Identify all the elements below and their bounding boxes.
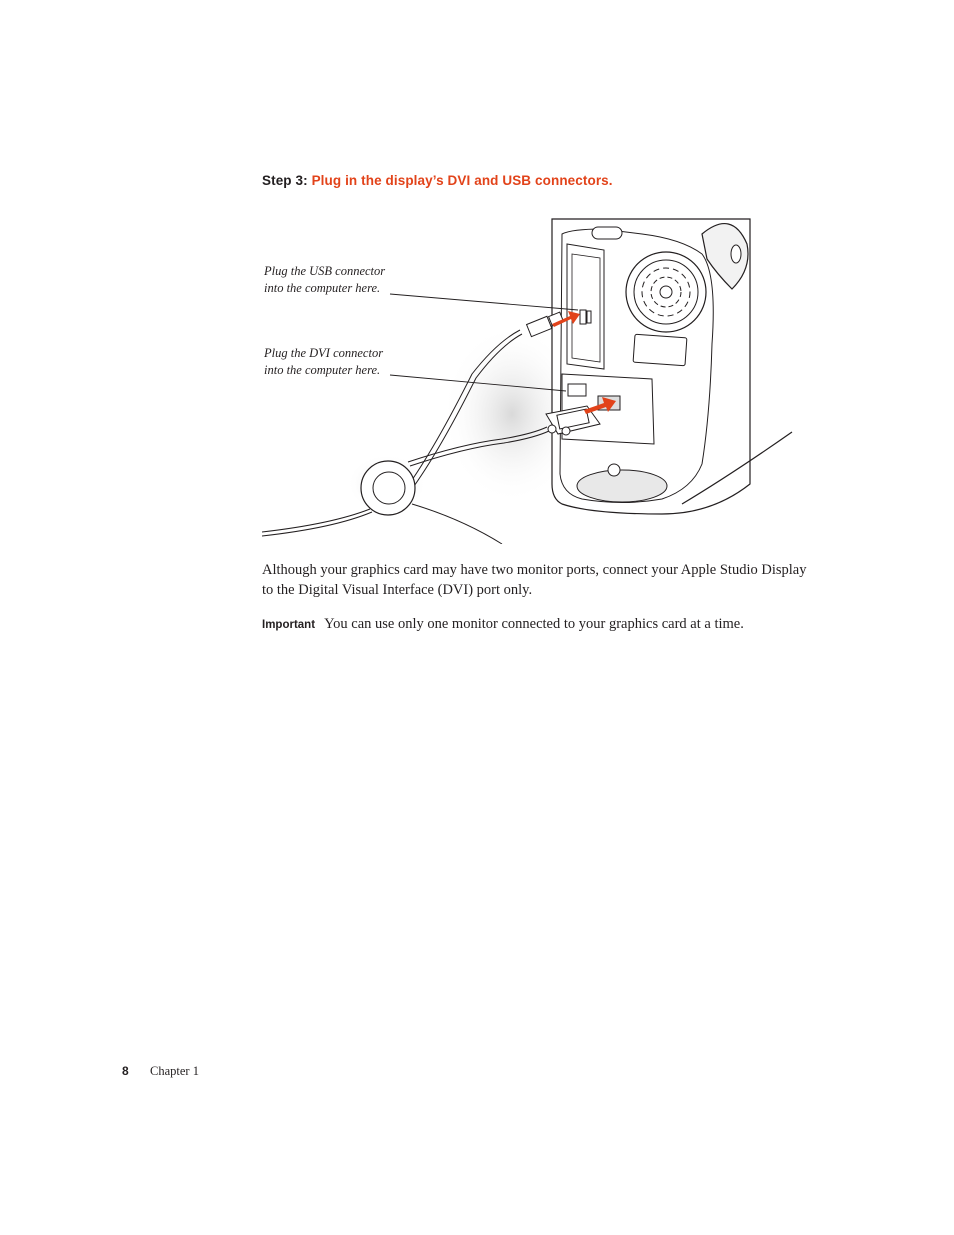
important-label: Important bbox=[262, 619, 316, 631]
page-number: 8 bbox=[122, 1064, 129, 1078]
step-instruction: Plug in the display’s DVI and USB connectors. bbox=[311, 173, 613, 188]
body-line2: to the Digital Visual Interface (DVI) port only. bbox=[262, 582, 533, 598]
body-line1: Although your graphics card may have two monitor ports, connect your Apple Studio Display bbox=[262, 562, 807, 578]
important-note bbox=[262, 614, 744, 635]
usb-callout-line1: Plug the USB connector bbox=[264, 264, 386, 278]
chapter-label: Chapter 1 bbox=[150, 1064, 199, 1078]
usb-callout bbox=[264, 263, 385, 297]
step-label: Step 3: bbox=[262, 173, 308, 188]
page-footer bbox=[0, 1064, 954, 1084]
dvi-callout-line1: Plug the DVI connector bbox=[264, 346, 384, 360]
step-heading bbox=[262, 173, 613, 188]
dvi-callout-line2: into the computer here. bbox=[264, 363, 381, 377]
usb-callout-line2: into the computer here. bbox=[264, 281, 381, 295]
usb-callout-line bbox=[390, 294, 578, 310]
important-text: You can use only one monitor connected to your graphics card at a time. bbox=[324, 616, 744, 632]
dvi-callout bbox=[264, 345, 383, 379]
body-paragraph bbox=[262, 560, 822, 600]
connector-illustration bbox=[262, 214, 802, 544]
